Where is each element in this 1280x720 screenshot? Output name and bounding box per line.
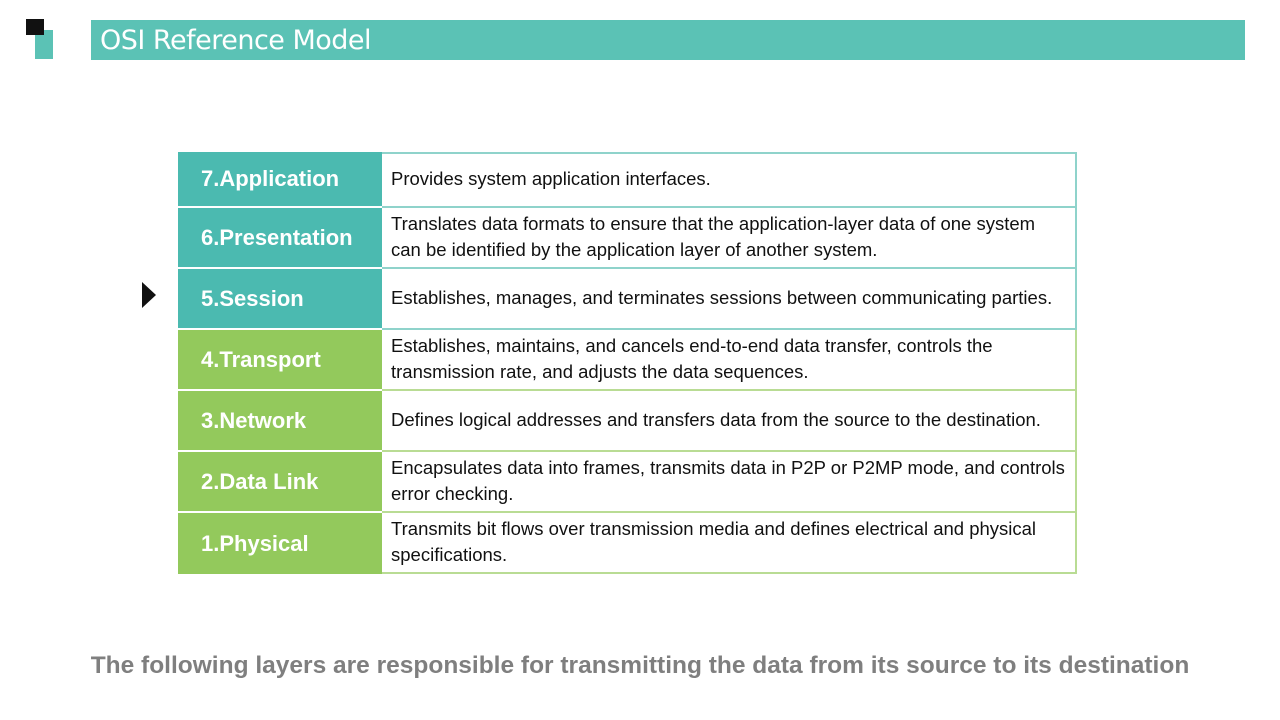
layer-description: Provides system application interfaces.	[382, 152, 1077, 208]
layer-description: Transmits bit flows over transmission media and defines electrical and physical specifications.	[382, 513, 1077, 574]
layer-name: 4.Transport	[178, 330, 382, 391]
layer-row-application	[178, 152, 1077, 208]
layer-name: 1.Physical	[178, 513, 382, 574]
osi-layer-table	[178, 152, 1077, 574]
layer-description: Establishes, maintains, and cancels end-to-end data transfer, controls the transmission rate, and adjusts the data sequences.	[382, 330, 1077, 391]
page-title: OSI Reference Model	[100, 24, 372, 56]
layer-name: 5.Session	[178, 269, 382, 330]
layer-description: Defines logical addresses and transfers data from the source to the destination.	[382, 391, 1077, 452]
layer-description: Translates data formats to ensure that the application-layer data of one system can be identified by the application layer of another system.	[382, 208, 1077, 269]
layer-description: Establishes, manages, and terminates sessions between communicating parties.	[382, 269, 1077, 330]
layer-description: Encapsulates data into frames, transmits data in P2P or P2MP mode, and controls error checking.	[382, 452, 1077, 513]
pointer-arrow-icon	[142, 282, 156, 308]
layer-row-physical	[178, 513, 1077, 574]
layer-row-network	[178, 391, 1077, 452]
layer-name: 7.Application	[178, 152, 382, 208]
title-bar	[91, 20, 1245, 60]
layer-name: 6.Presentation	[178, 208, 382, 269]
logo-dark-block	[26, 19, 44, 35]
layer-name: 3.Network	[178, 391, 382, 452]
layer-row-data-link	[178, 452, 1077, 513]
layer-row-transport	[178, 330, 1077, 391]
layer-row-session	[178, 269, 1077, 330]
layer-name: 2.Data Link	[178, 452, 382, 513]
layer-row-presentation	[178, 208, 1077, 269]
footer-note: The following layers are responsible for transmitting the data from its source to its destination	[90, 652, 1190, 679]
